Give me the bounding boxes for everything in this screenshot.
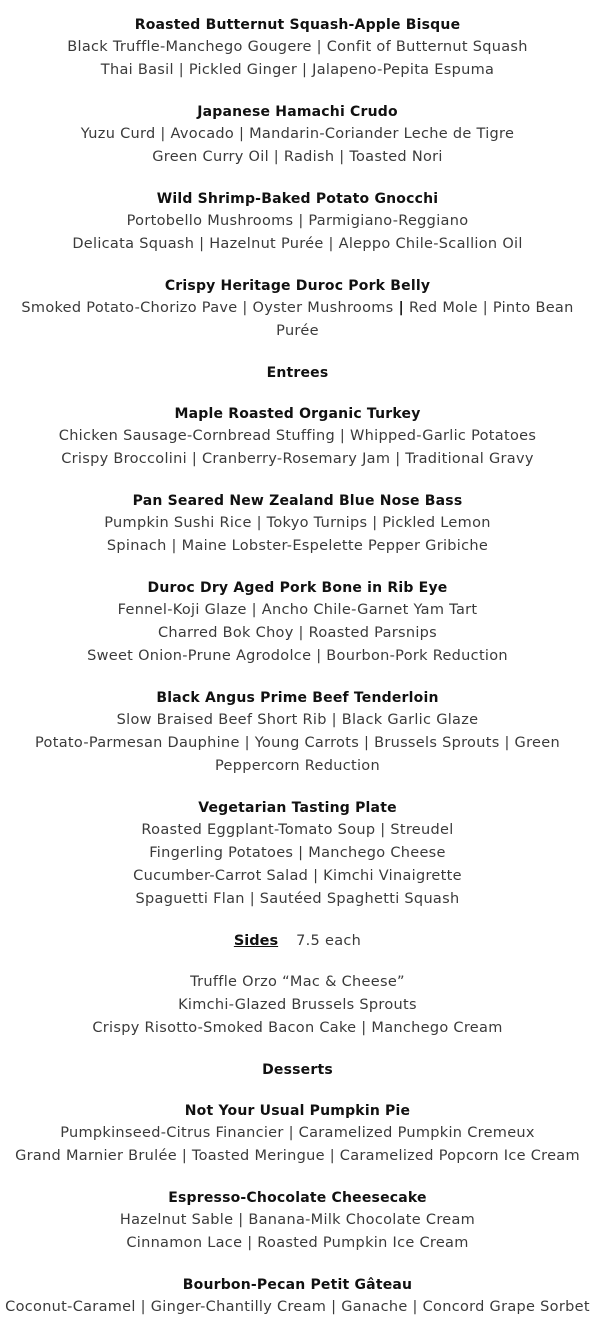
menu-item: [0, 797, 595, 911]
dish-description: Coconut-Caramel | Ginger-Chantilly Cream | Ganache | Concord Grape Sorbet: [5, 1299, 590, 1315]
menu-item: [0, 101, 595, 169]
dish-description: Cinnamon Lace | Roasted Pumpkin Ice Cream: [126, 1235, 469, 1251]
dish-description: Sweet Onion-Prune Agrodolce | Bourbon-Pork Reduction: [87, 648, 508, 664]
description-part: Smoked Potato-Chorizo Pave | Oyster Mushrooms: [21, 300, 399, 316]
menu-item: [0, 1187, 595, 1255]
dish-title: Vegetarian Tasting Plate: [198, 800, 397, 816]
dish-description: Fennel-Koji Glaze | Ancho Chile-Garnet Yam Tart: [117, 602, 478, 618]
section-heading-entrees: Entrees: [266, 365, 329, 381]
dish-title: Duroc Dry Aged Pork Bone in Rib Eye: [147, 580, 448, 596]
dish-title: Wild Shrimp-Baked Potato Gnocchi: [156, 191, 439, 207]
dish-description: Charred Bok Choy | Roasted Parsnips: [157, 625, 438, 641]
section-heading-desserts: Desserts: [262, 1062, 333, 1078]
sides-heading: [0, 930, 595, 952]
dish-description: Hazelnut Sable | Banana-Milk Chocolate Cream: [119, 1212, 476, 1228]
dish-description: Spaguetti Flan | Sautéed Spaghetti Squash: [135, 891, 460, 907]
side-item: Truffle Orzo “Mac & Cheese”: [190, 974, 405, 990]
menu-item: [0, 577, 595, 668]
menu-item: [0, 188, 595, 256]
dish-description: Thai Basil | Pickled Ginger | Jalapeno-Pepita Espuma: [100, 62, 495, 78]
side-item: Kimchi-Glazed Brussels Sprouts: [178, 997, 417, 1013]
dish-title: Black Angus Prime Beef Tenderloin: [156, 690, 439, 706]
dish-description: Spinach | Maine Lobster-Espelette Pepper Gribiche: [106, 538, 489, 554]
sides-list: [0, 971, 595, 1040]
dish-title: Espresso-Chocolate Cheesecake: [168, 1190, 427, 1206]
sides-price: 7.5 each: [296, 933, 362, 949]
dish-description: Fingerling Potatoes | Manchego Cheese: [149, 845, 446, 861]
dish-description: Portobello Mushrooms | Parmigiano-Reggiano: [126, 213, 469, 229]
dish-description: Grand Marnier Brulée | Toasted Meringue | Caramelized Popcorn Ice Cream: [15, 1148, 580, 1164]
dish-description: Pumpkinseed-Citrus Financier | Caramelized Pumpkin Cremeux: [60, 1125, 535, 1141]
menu-item: [0, 1274, 595, 1319]
dish-description: Potato-Parmesan Dauphine | Young Carrots | Brussels Sprouts | Green Peppercorn Reduction: [35, 735, 560, 774]
dish-description: Roasted Eggplant-Tomato Soup | Streudel: [141, 822, 454, 838]
menu-item: [0, 14, 595, 82]
dish-title: Pan Seared New Zealand Blue Nose Bass: [132, 493, 463, 509]
dish-description: Pumpkin Sushi Rice | Tokyo Turnips | Pickled Lemon: [104, 515, 491, 531]
dish-description: Yuzu Curd | Avocado | Mandarin-Coriander Leche de Tigre: [80, 126, 515, 142]
dish-title: Roasted Butternut Squash-Apple Bisque: [134, 17, 461, 33]
menu-item: [0, 490, 595, 558]
dish-description: Black Truffle-Manchego Gougere | Confit of Butternut Squash: [67, 39, 528, 55]
dish-description: Slow Braised Beef Short Rib | Black Garlic Glaze: [116, 712, 479, 728]
menu-item: [0, 403, 595, 471]
dish-description: [0, 297, 595, 343]
dish-description: Crispy Broccolini | Cranberry-Rosemary Jam | Traditional Gravy: [61, 451, 534, 467]
dish-description: Cucumber-Carrot Salad | Kimchi Vinaigrette: [133, 868, 462, 884]
dish-description: Green Curry Oil | Radish | Toasted Nori: [152, 149, 443, 165]
dish-title: Crispy Heritage Duroc Pork Belly: [164, 278, 431, 294]
section-heading-sides: Sides: [233, 933, 279, 949]
menu-item: [0, 687, 595, 778]
dish-description: Delicata Squash | Hazelnut Purée | Aleppo Chile-Scallion Oil: [72, 236, 523, 252]
description-part: Red Mole | Pinto Bean Purée: [276, 300, 574, 339]
menu-item: [0, 1100, 595, 1168]
dish-title: Bourbon-Pecan Petit Gâteau: [182, 1277, 413, 1293]
dish-title: Maple Roasted Organic Turkey: [174, 406, 421, 422]
dish-description: Chicken Sausage-Cornbread Stuffing | Whipped-Garlic Potatoes: [58, 428, 537, 444]
menu-item: [0, 275, 595, 343]
dish-title: Not Your Usual Pumpkin Pie: [184, 1103, 411, 1119]
side-item: Crispy Risotto-Smoked Bacon Cake | Manchego Cream: [92, 1020, 503, 1036]
dish-title: Japanese Hamachi Crudo: [197, 104, 398, 120]
bold-separator: |: [398, 300, 405, 316]
